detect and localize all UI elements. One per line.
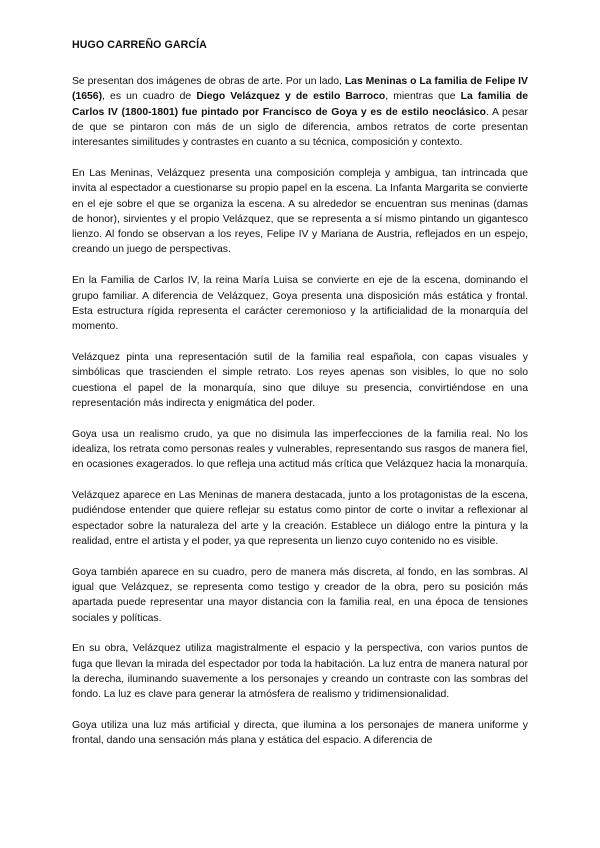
intro-bold-velazquez: Diego Velázquez y de estilo Barroco [196, 91, 386, 103]
paragraph-carlos-composition: En la Familia de Carlos IV, la reina María Luisa se convierte en eje de la escena, dominando el grupo familiar. A diferencia de Velázquez, Goya presenta una disposición más estática y frontal. Esta estructura rígida representa el carácter ceremonioso y la artificialidad de la monarquía del momento. [72, 275, 528, 333]
intro-text-2: , es un cuadro de [102, 91, 197, 103]
intro-text-4: . A pesar de que se pintaron con más de un siglo de diferencia, ambos retratos de corte presentan interesantes similitudes y contrastes en cuanto a su técnica, composición y contexto. [72, 106, 528, 149]
paragraph-goya-realism: Goya usa un realismo crudo, ya que no disimula las imperfecciones de la familia real. No los idealiza, los retrata como personas reales y vulnerables, representando sus rasgos de manera fiel, en ocasiones exagerados. lo que refleja una actitud más crítica que Velázquez hacia la monarquía. [72, 428, 528, 471]
paragraph-velazquez-self-portrait: Velázquez aparece en Las Meninas de manera destacada, junto a los protagonistas de la escena, pudiéndose entender que quiere reflejar su estatus como pintor de corte o invitar a reflexionar al espectador sobre la naturaleza del arte y la creación. Establece un diálogo entre la pintura y la realidad, entre el artista y el poder, ya que representa un lienzo cuyo contenido no es visible. [72, 490, 528, 547]
intro-bold-goya: La familia de Carlos IV (1800-1801) fue pintado por Francisco de Goya y es de estilo neoclásico [72, 91, 528, 118]
paragraph-velazquez-light: En su obra, Velázquez utiliza magistralmente el espacio y la perspectiva, con varios puntos de fuga que llevan la mirada del espectador por toda la habitación. La luz entra de manera natural por la derecha, iluminando suavemente a los personajes y creando un contraste con las sombras del fondo. La luz es clave para generar la atmósfera de realismo y tridimensionalidad. [72, 643, 528, 701]
paragraph-goya-light: Goya utiliza una luz más artificial y directa, que ilumina a los personajes de manera uniforme y frontal, dando una sensación más plana y estática del espacio. A diferencia de [72, 720, 528, 747]
intro-text-1: Se presentan dos imágenes de obras de arte. Por un lado, [72, 76, 345, 87]
intro-text-3: , mientras que [385, 91, 461, 103]
paragraph-goya-self-portrait: Goya también aparece en su cuadro, pero de manera más discreta, al fondo, en las sombras. Al igual que Velázquez, se representa como testigo y creador de la obra, pero su posición más apartada puede representar una mayor distancia con la familia real, en una época de tensiones sociales y políticas. [72, 566, 528, 624]
intro-bold-meninas: Las Meninas o La familia de Felipe IV (1656) [72, 76, 528, 103]
paragraph-meninas-composition: En Las Meninas, Velázquez presenta una composición compleja y ambigua, tan intrincada que invita al espectador a cuestionarse su propio papel en la escena. La Infanta Margarita se convierte en el eje sobre el que se organiza la escena. A su alrededor se encuentran sus meninas (damas de honor), sirvientes y el propio Velázquez, que se representa a sí mismo pintando un gigantesco lienzo. Al fondo se observan a los reyes, Felipe IV y Mariana de Austria, reflejados en un espejo, creando un juego de perspectivas. [72, 167, 528, 256]
author-heading: HUGO CARREÑO GARCÍA [72, 39, 207, 51]
paragraph-velazquez-representation: Velázquez pinta una representación sutil de la familia real española, con capas visuales y simbólicas que trascienden el simple retrato. Los reyes apenas son visibles, lo que no solo cuestiona el papel de la monarquía, sino que diluye su presencia, convirtiéndose en una representación más indirecta y enigmática del poder. [72, 351, 528, 409]
intro-paragraph [72, 74, 528, 150]
